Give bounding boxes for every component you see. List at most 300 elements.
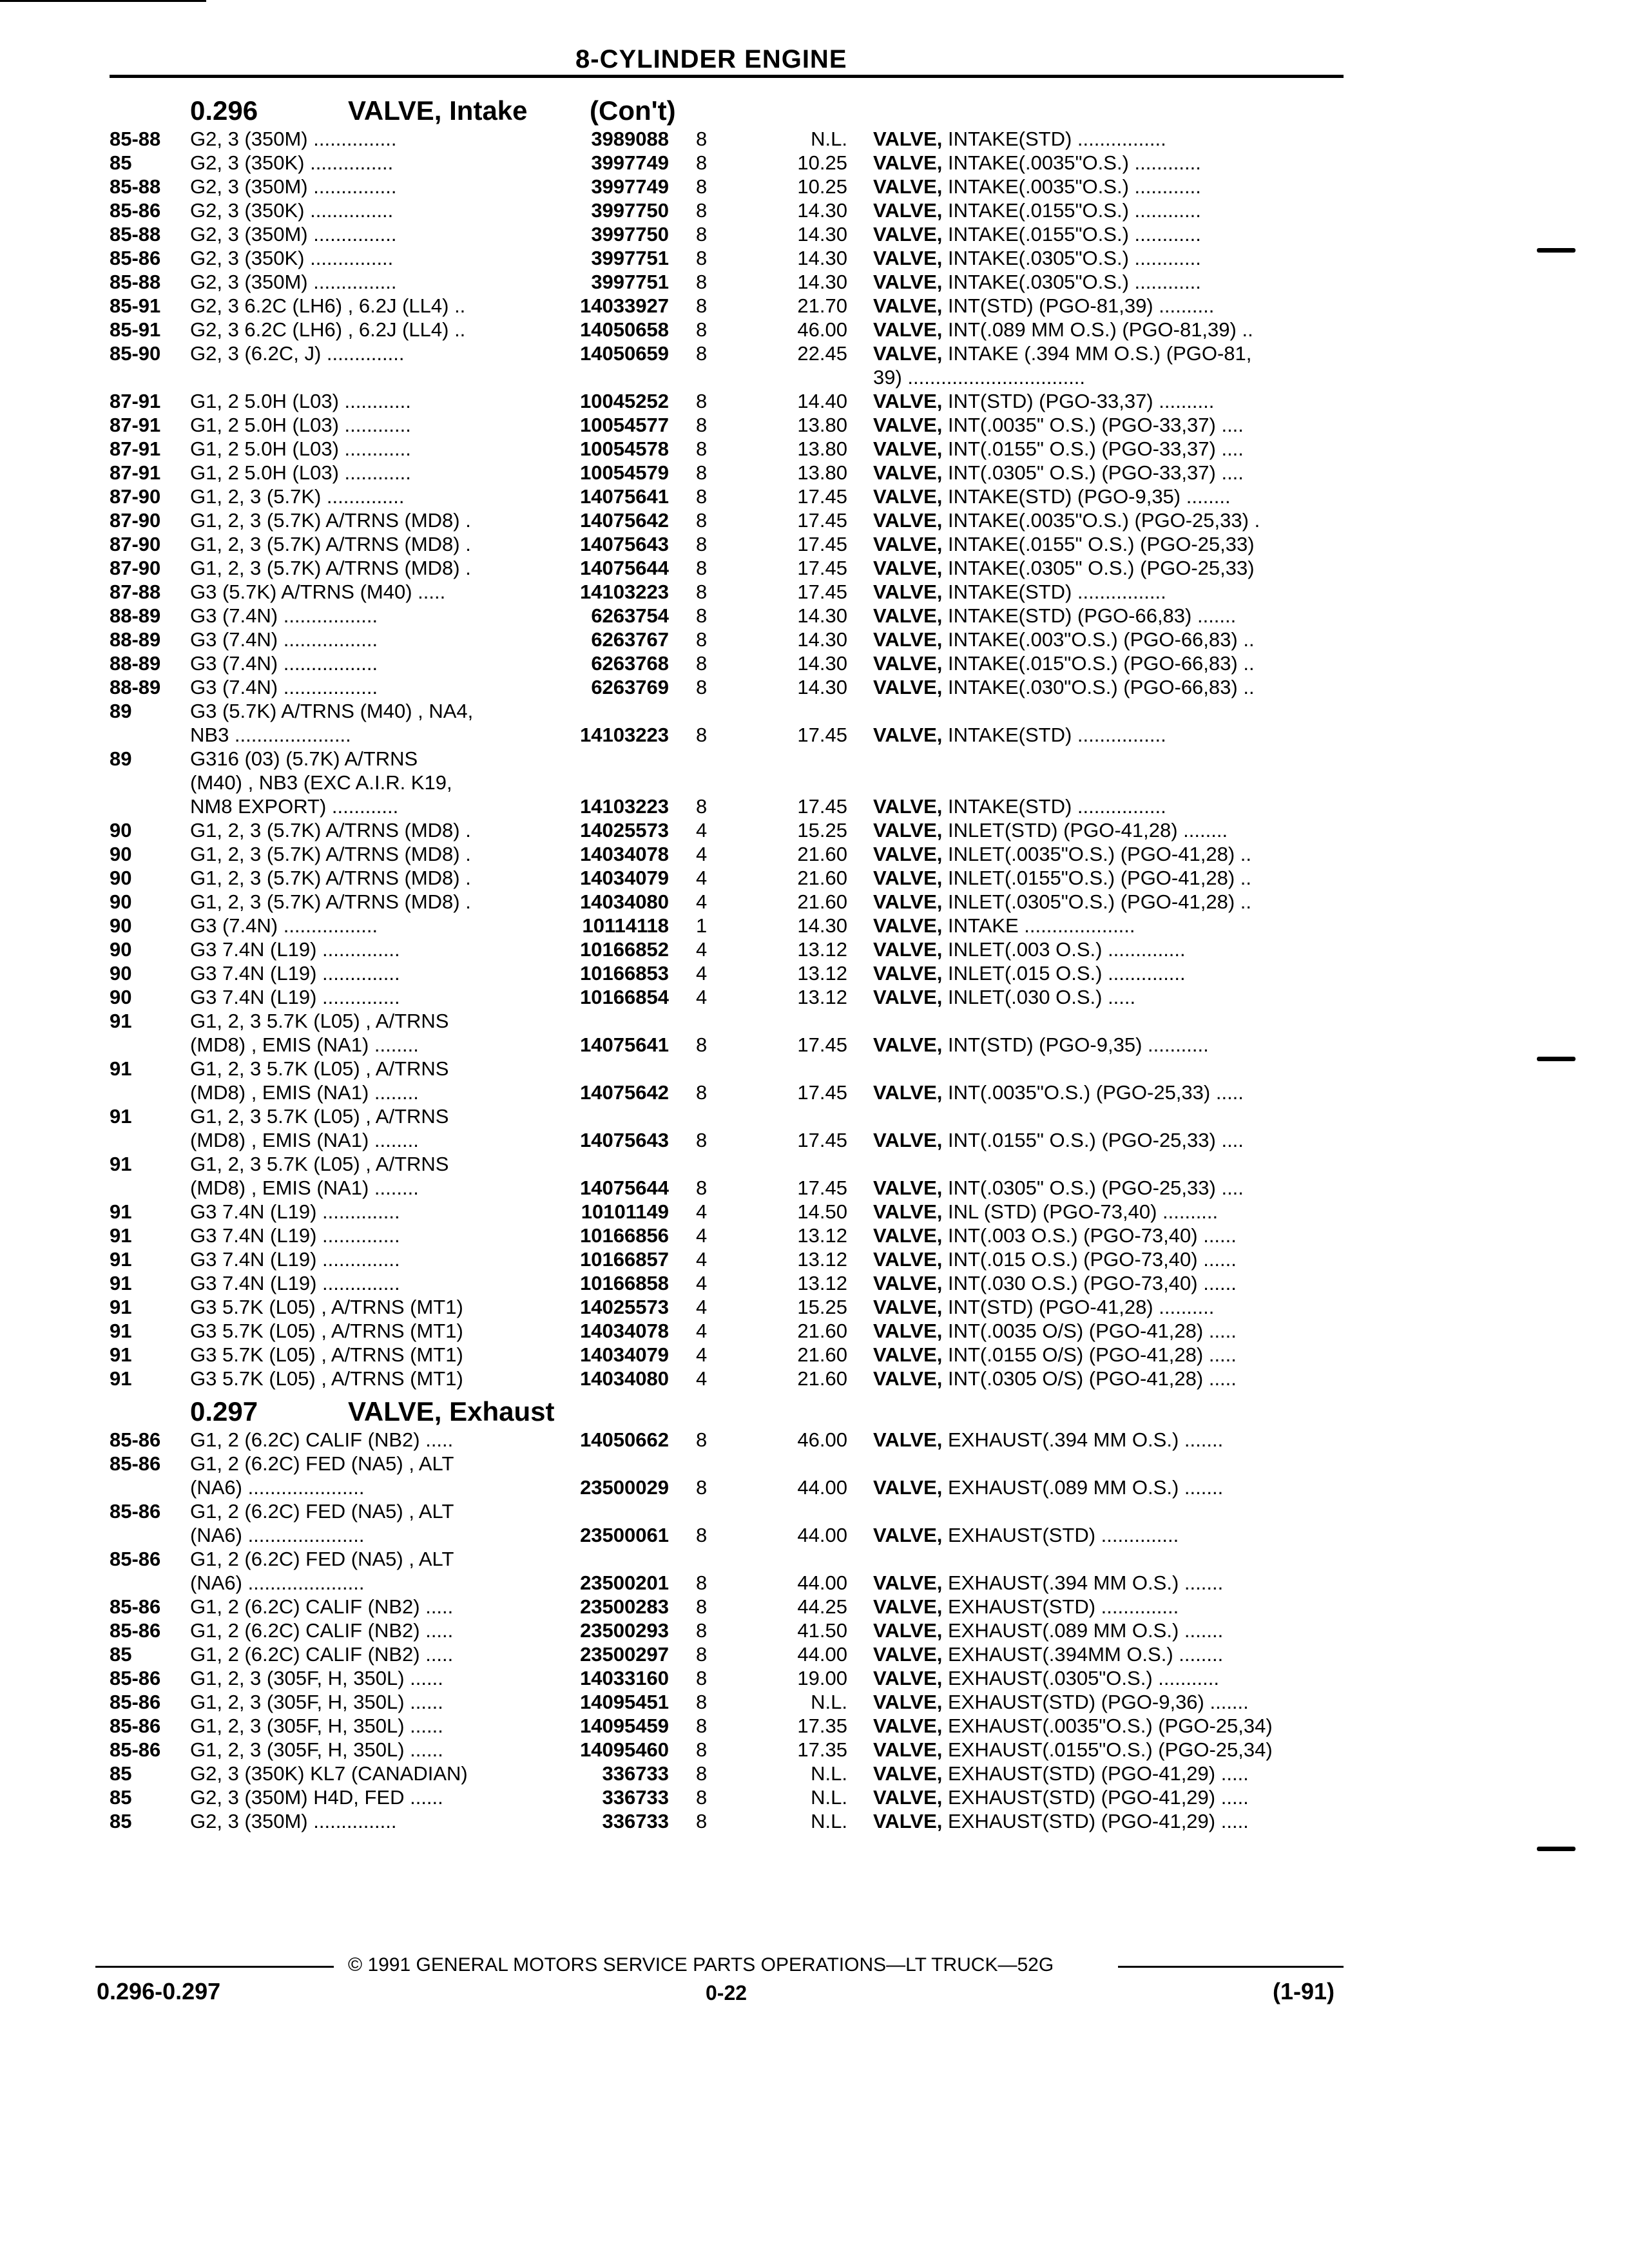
- part-number: 14075642: [580, 1081, 669, 1104]
- price: 13.80: [797, 414, 847, 436]
- description: [873, 1738, 1347, 1762]
- price: 44.25: [797, 1595, 847, 1618]
- application: G2, 3 (350M) ...............: [190, 128, 397, 150]
- description-detail: EXHAUST(STD) ..............: [942, 1595, 1179, 1618]
- header-rule: [110, 75, 1344, 78]
- description: [873, 843, 1347, 866]
- price: 22.45: [797, 342, 847, 365]
- description-noun: VALVE,: [873, 509, 943, 532]
- quantity: 8: [696, 581, 708, 603]
- description: [873, 199, 1347, 222]
- model-year: 85-86: [110, 1619, 161, 1642]
- description-detail: INTAKE(.0035"O.S.) ............: [942, 175, 1201, 198]
- price: 13.12: [797, 1224, 847, 1247]
- model-year: 85-86: [110, 1667, 161, 1689]
- description-detail: INTAKE(.0305"O.S.) ............: [942, 247, 1201, 269]
- model-year: 91: [110, 1272, 132, 1294]
- page-title: 8-CYLINDER ENGINE: [575, 45, 847, 73]
- description-detail: INTAKE(STD) (PGO-9,35) ........: [942, 485, 1231, 508]
- price: 13.12: [797, 938, 847, 961]
- model-year: 85: [110, 1810, 132, 1832]
- margin-mark: [1537, 248, 1576, 253]
- model-year: 90: [110, 986, 132, 1008]
- model-year: 91: [110, 1010, 132, 1032]
- part-number: 10045252: [580, 390, 669, 412]
- description-detail: INT(.089 MM O.S.) (PGO-81,39) ..: [942, 318, 1253, 341]
- description-noun: VALVE,: [873, 1320, 943, 1342]
- description: [873, 581, 1347, 604]
- model-year: 90: [110, 867, 132, 889]
- section-continued: (Con't): [590, 95, 676, 126]
- description-noun: VALVE,: [873, 247, 943, 269]
- section-header: [0, 1396, 1629, 1426]
- application: G2, 3 (350K) KL7 (CANADIAN): [190, 1762, 468, 1785]
- part-number: 10166856: [580, 1224, 669, 1247]
- description: [873, 1343, 1347, 1367]
- model-year: 90: [110, 962, 132, 985]
- model-year: 85: [110, 1643, 132, 1666]
- price: 41.50: [797, 1619, 847, 1642]
- application: G3 5.7K (L05) , A/TRNS (MT1): [190, 1320, 463, 1342]
- application: G2, 3 (350M) ...............: [190, 175, 397, 198]
- description: [873, 1224, 1347, 1247]
- application: G3 5.7K (L05) , A/TRNS (MT1): [190, 1296, 463, 1318]
- description: [873, 271, 1347, 294]
- description-detail: INTAKE(STD) (PGO-66,83) .......: [942, 604, 1237, 627]
- description: [873, 676, 1347, 699]
- footer-rule-left: [95, 1966, 334, 1968]
- description: [873, 1367, 1347, 1390]
- application: G3 5.7K (L05) , A/TRNS (MT1): [190, 1367, 463, 1390]
- description: [873, 1248, 1347, 1271]
- description-detail: EXHAUST(STD) ..............: [942, 1524, 1179, 1546]
- part-number: 14033927: [580, 294, 669, 317]
- application: G3 (5.7K) A/TRNS (M40) , NA4,: [190, 700, 474, 722]
- model-year: 87-90: [110, 533, 161, 555]
- model-year: 87-91: [110, 437, 161, 460]
- description: [873, 1200, 1347, 1224]
- quantity: 8: [696, 1643, 708, 1666]
- description-noun: VALVE,: [873, 533, 943, 555]
- part-number: 14103223: [580, 581, 669, 603]
- description-noun: VALVE,: [873, 1200, 943, 1223]
- quantity: 8: [696, 628, 708, 651]
- quantity: 8: [696, 1786, 708, 1809]
- quantity: 8: [696, 1738, 708, 1761]
- footer-revision: (1-91): [1273, 1978, 1335, 2004]
- quantity: 8: [696, 437, 708, 460]
- quantity: 8: [696, 1571, 708, 1594]
- description: [873, 1715, 1347, 1738]
- section-title: VALVE, Intake: [348, 95, 528, 126]
- application: G1, 2, 3 (5.7K) A/TRNS (MD8) .: [190, 890, 471, 913]
- model-year: 91: [110, 1153, 132, 1175]
- model-year: 87-90: [110, 509, 161, 532]
- description-noun: VALVE,: [873, 1428, 943, 1451]
- price: 17.45: [797, 1177, 847, 1199]
- application: (NA6) .....................: [190, 1571, 365, 1594]
- price: 13.12: [797, 1248, 847, 1271]
- application: G1, 2 5.0H (L03) ............: [190, 461, 411, 484]
- description: [873, 390, 1347, 413]
- description: [873, 938, 1347, 961]
- description-detail: INLET(.030 O.S.) .....: [942, 986, 1136, 1008]
- application: G1, 2 5.0H (L03) ............: [190, 437, 411, 460]
- part-number: 3997751: [591, 271, 669, 293]
- description-detail: INT(.0155" O.S.) (PGO-25,33) ....: [942, 1129, 1244, 1151]
- description-noun: VALVE,: [873, 151, 943, 174]
- application: NB3 .....................: [190, 724, 351, 746]
- application: G1, 2 5.0H (L03) ............: [190, 390, 411, 412]
- description: [873, 414, 1347, 437]
- model-year: 87-90: [110, 485, 161, 508]
- model-year: 91: [110, 1248, 132, 1271]
- price: 14.30: [797, 223, 847, 245]
- description-noun: VALVE,: [873, 1296, 943, 1318]
- description: [873, 557, 1347, 580]
- description: [873, 223, 1347, 246]
- model-year: 90: [110, 890, 132, 913]
- description: [873, 1177, 1347, 1200]
- model-year: 87-91: [110, 390, 161, 412]
- application: G1, 2 (6.2C) FED (NA5) , ALT: [190, 1500, 454, 1523]
- price: 17.45: [797, 581, 847, 603]
- description: [873, 318, 1347, 341]
- description: [873, 1667, 1347, 1690]
- quantity: 8: [696, 724, 708, 746]
- description: [873, 890, 1347, 914]
- price: 10.25: [797, 175, 847, 198]
- quantity: 8: [696, 151, 708, 174]
- price: 44.00: [797, 1571, 847, 1594]
- price: 15.25: [797, 1296, 847, 1318]
- application: G2, 3 (350M) ...............: [190, 223, 397, 245]
- description-noun: VALVE,: [873, 1691, 943, 1713]
- price: 15.25: [797, 819, 847, 841]
- quantity: 1: [696, 914, 708, 937]
- part-number: 3989088: [591, 128, 669, 150]
- model-year: 88-89: [110, 652, 161, 675]
- part-number: 14034080: [580, 1367, 669, 1390]
- quantity: 8: [696, 485, 708, 508]
- price: 17.45: [797, 557, 847, 579]
- description-detail: INL (STD) (PGO-73,40) ..........: [942, 1200, 1219, 1223]
- description: [873, 1762, 1347, 1785]
- description-detail: INTAKE(.003"O.S.) (PGO-66,83) ..: [942, 628, 1255, 651]
- part-number: 23500297: [580, 1643, 669, 1666]
- description: [873, 509, 1347, 532]
- footer-page-number: 0-22: [706, 1981, 747, 2004]
- model-year: 88-89: [110, 676, 161, 698]
- description: [873, 819, 1347, 842]
- price: 17.35: [797, 1738, 847, 1761]
- quantity: 4: [696, 962, 708, 985]
- price: 14.40: [797, 390, 847, 412]
- description: [873, 1033, 1347, 1057]
- description-detail: INTAKE(STD) ................: [942, 128, 1166, 150]
- quantity: 4: [696, 1248, 708, 1271]
- quantity: 8: [696, 271, 708, 293]
- price: N.L.: [811, 128, 847, 150]
- quantity: 8: [696, 1667, 708, 1689]
- part-number: 6263769: [591, 676, 669, 698]
- price: 13.80: [797, 461, 847, 484]
- model-year: 87-88: [110, 581, 161, 603]
- price: N.L.: [811, 1762, 847, 1785]
- quantity: 4: [696, 1224, 708, 1247]
- model-year: 91: [110, 1200, 132, 1223]
- part-number: 14103223: [580, 795, 669, 818]
- description-noun: VALVE,: [873, 962, 943, 985]
- price: 14.30: [797, 676, 847, 698]
- price: 14.30: [797, 271, 847, 293]
- part-number: 10166852: [580, 938, 669, 961]
- description-noun: VALVE,: [873, 1810, 943, 1832]
- description-detail: INTAKE(STD) ................: [942, 581, 1166, 603]
- model-year: 91: [110, 1367, 132, 1390]
- description-detail: INT(STD) (PGO-81,39) ..........: [942, 294, 1215, 317]
- part-number: 3997750: [591, 223, 669, 245]
- section-number: 0.296: [190, 95, 258, 126]
- application: (NA6) .....................: [190, 1524, 365, 1546]
- description-detail: INLET(.0155"O.S.) (PGO-41,28) ..: [942, 867, 1251, 889]
- part-number: 23500029: [580, 1476, 669, 1499]
- description: [873, 1619, 1347, 1642]
- part-number: 10166853: [580, 962, 669, 985]
- application: G3 7.4N (L19) ..............: [190, 986, 400, 1008]
- description: [873, 175, 1347, 198]
- model-year: 87-90: [110, 557, 161, 579]
- application: (M40) , NB3 (EXC A.I.R. K19,: [190, 771, 452, 794]
- margin-mark: [1537, 1847, 1576, 1851]
- model-year: 89: [110, 747, 132, 770]
- quantity: 8: [696, 1691, 708, 1713]
- quantity: 4: [696, 986, 708, 1008]
- application: G3 7.4N (L19) ..............: [190, 1200, 400, 1223]
- price: 17.35: [797, 1715, 847, 1737]
- description-noun: VALVE,: [873, 318, 943, 341]
- price: 14.50: [797, 1200, 847, 1223]
- description: [873, 485, 1347, 508]
- application: G2, 3 (6.2C, J) ..............: [190, 342, 405, 365]
- description: [873, 1595, 1347, 1619]
- description-noun: VALVE,: [873, 1367, 943, 1390]
- quantity: 8: [696, 1619, 708, 1642]
- part-number: 14075641: [580, 1033, 669, 1056]
- quantity: 8: [696, 1129, 708, 1151]
- model-year: 91: [110, 1320, 132, 1342]
- description-detail: EXHAUST(STD) (PGO-41,29) .....: [942, 1762, 1249, 1785]
- application: G2, 3 (350K) ...............: [190, 151, 394, 174]
- description-noun: VALVE,: [873, 1248, 943, 1271]
- description: [873, 1129, 1347, 1152]
- description-noun: VALVE,: [873, 557, 943, 579]
- description-detail: EXHAUST(.0035"O.S.) (PGO-25,34): [942, 1715, 1273, 1737]
- description-noun: VALVE,: [873, 1715, 943, 1737]
- description-detail: INT(.0305" O.S.) (PGO-25,33) ....: [942, 1177, 1244, 1199]
- part-number: 14075643: [580, 1129, 669, 1151]
- description-detail: INTAKE (.394 MM O.S.) (PGO-81,: [942, 342, 1252, 365]
- description-noun: VALVE,: [873, 1762, 943, 1785]
- part-number: 3997749: [591, 151, 669, 174]
- description-noun: VALVE,: [873, 581, 943, 603]
- price: 13.12: [797, 1272, 847, 1294]
- price: 46.00: [797, 1428, 847, 1451]
- application: G2, 3 (350M) ...............: [190, 1810, 397, 1832]
- description-noun: VALVE,: [873, 1524, 943, 1546]
- description-noun: VALVE,: [873, 1476, 943, 1499]
- description: [873, 1272, 1347, 1295]
- quantity: 8: [696, 1810, 708, 1832]
- description-noun: VALVE,: [873, 1738, 943, 1761]
- application: G1, 2, 3 5.7K (L05) , A/TRNS: [190, 1153, 449, 1175]
- quantity: 8: [696, 533, 708, 555]
- price: 17.45: [797, 1081, 847, 1104]
- price: 17.45: [797, 533, 847, 555]
- part-number: 10114118: [582, 914, 669, 937]
- price: N.L.: [811, 1786, 847, 1809]
- quantity: 8: [696, 1595, 708, 1618]
- description-noun: VALVE,: [873, 342, 943, 365]
- description: [873, 867, 1347, 890]
- price: 17.45: [797, 1129, 847, 1151]
- description-noun: VALVE,: [873, 485, 943, 508]
- price: 17.45: [797, 1033, 847, 1056]
- description-detail: EXHAUST(.394 MM O.S.) .......: [942, 1571, 1224, 1594]
- description-detail: INTAKE(.0155"O.S.) ............: [942, 199, 1201, 222]
- description-detail: EXHAUST(STD) (PGO-9,36) .......: [942, 1691, 1249, 1713]
- description: [873, 1081, 1347, 1104]
- description-noun: VALVE,: [873, 914, 943, 937]
- description-noun: VALVE,: [873, 461, 943, 484]
- price: 17.45: [797, 795, 847, 818]
- description: [873, 1691, 1347, 1714]
- description-detail: INLET(.015 O.S.) ..............: [942, 962, 1186, 985]
- part-number: 14050662: [580, 1428, 669, 1451]
- description-noun: VALVE,: [873, 175, 943, 198]
- model-year: 85-86: [110, 1595, 161, 1618]
- description-noun: VALVE,: [873, 676, 943, 698]
- price: 21.60: [797, 1367, 847, 1390]
- quantity: 8: [696, 247, 708, 269]
- model-year: 85-90: [110, 342, 161, 365]
- application: G2, 3 (350K) ...............: [190, 199, 394, 222]
- quantity: 8: [696, 1033, 708, 1056]
- part-number: 14034080: [580, 890, 669, 913]
- part-number: 14034078: [580, 843, 669, 865]
- application: (MD8) , EMIS (NA1) ........: [190, 1033, 419, 1056]
- description-noun: VALVE,: [873, 1786, 943, 1809]
- application: G1, 2 (6.2C) CALIF (NB2) .....: [190, 1595, 454, 1618]
- quantity: 4: [696, 890, 708, 913]
- footer-copyright: © 1991 GENERAL MOTORS SERVICE PARTS OPERATIONS—LT TRUCK—52G: [348, 1954, 1054, 1975]
- part-number: 336733: [602, 1810, 669, 1832]
- application: G3 (7.4N) .................: [190, 628, 378, 651]
- part-number: 14050659: [580, 342, 669, 365]
- description-noun: VALVE,: [873, 414, 943, 436]
- description-detail: INLET(.0305"O.S.) (PGO-41,28) ..: [942, 890, 1251, 913]
- description-noun: VALVE,: [873, 294, 943, 317]
- description: [873, 342, 1347, 365]
- description-noun: VALVE,: [873, 795, 943, 818]
- description-noun: VALVE,: [873, 128, 943, 150]
- model-year: 91: [110, 1296, 132, 1318]
- description-detail: EXHAUST(STD) (PGO-41,29) .....: [942, 1810, 1249, 1832]
- description-detail: INTAKE(.030"O.S.) (PGO-66,83) ..: [942, 676, 1255, 698]
- part-number: 6263768: [591, 652, 669, 675]
- description-noun: VALVE,: [873, 1224, 943, 1247]
- model-year: 85-86: [110, 1691, 161, 1713]
- price: 21.60: [797, 1343, 847, 1366]
- part-number: 14033160: [580, 1667, 669, 1689]
- description: [873, 628, 1347, 651]
- model-year: 85-88: [110, 223, 161, 245]
- description-noun: VALVE,: [873, 1643, 943, 1666]
- price: 14.30: [797, 604, 847, 627]
- application: G1, 2, 3 5.7K (L05) , A/TRNS: [190, 1057, 449, 1080]
- application: G3 (7.4N) .................: [190, 676, 378, 698]
- application: (MD8) , EMIS (NA1) ........: [190, 1129, 419, 1151]
- model-year: 85: [110, 1762, 132, 1785]
- part-number: 23500061: [580, 1524, 669, 1546]
- description: [873, 1810, 1347, 1833]
- application: G1, 2 (6.2C) FED (NA5) , ALT: [190, 1548, 454, 1570]
- description: [873, 533, 1347, 556]
- description: [873, 795, 1347, 818]
- section-title: VALVE, Exhaust: [348, 1396, 555, 1427]
- description-noun: VALVE,: [873, 1667, 943, 1689]
- description-noun: VALVE,: [873, 652, 943, 675]
- application: G3 (7.4N) .................: [190, 604, 378, 627]
- description: [873, 652, 1347, 675]
- description-detail: INTAKE(.0035"O.S.) (PGO-25,33) .: [942, 509, 1260, 532]
- description: [873, 962, 1347, 985]
- part-number: 10166858: [580, 1272, 669, 1294]
- description: [873, 294, 1347, 318]
- description: [873, 366, 1347, 389]
- part-number: 14103223: [580, 724, 669, 746]
- quantity: 4: [696, 867, 708, 889]
- description: [873, 1428, 1347, 1452]
- price: 14.30: [797, 628, 847, 651]
- application: G1, 2 (6.2C) CALIF (NB2) .....: [190, 1619, 454, 1642]
- application: G1, 2, 3 (305F, H, 350L) ......: [190, 1738, 443, 1761]
- description-noun: VALVE,: [873, 223, 943, 245]
- price: 14.30: [797, 652, 847, 675]
- description: [873, 128, 1347, 151]
- margin-mark: [1537, 1057, 1576, 1061]
- quantity: 8: [696, 461, 708, 484]
- application: G1, 2, 3 (5.7K) A/TRNS (MD8) .: [190, 533, 471, 555]
- model-year: 85-86: [110, 1452, 161, 1475]
- price: 17.45: [797, 724, 847, 746]
- part-number: 14025573: [580, 819, 669, 841]
- description-detail: INTAKE(.0155" O.S.) (PGO-25,33): [942, 533, 1255, 555]
- model-year: 85-91: [110, 318, 161, 341]
- part-number: 14075642: [580, 509, 669, 532]
- description-detail: EXHAUST(.0305"O.S.) ...........: [942, 1667, 1220, 1689]
- description: [873, 1296, 1347, 1319]
- description: [873, 1786, 1347, 1809]
- price: 44.00: [797, 1476, 847, 1499]
- description: [873, 724, 1347, 747]
- model-year: 85-86: [110, 247, 161, 269]
- application: G3 (7.4N) .................: [190, 914, 378, 937]
- quantity: 8: [696, 1177, 708, 1199]
- description-detail: INTAKE ....................: [942, 914, 1135, 937]
- description-detail: EXHAUST(STD) (PGO-41,29) .....: [942, 1786, 1249, 1809]
- part-number: 10166857: [580, 1248, 669, 1271]
